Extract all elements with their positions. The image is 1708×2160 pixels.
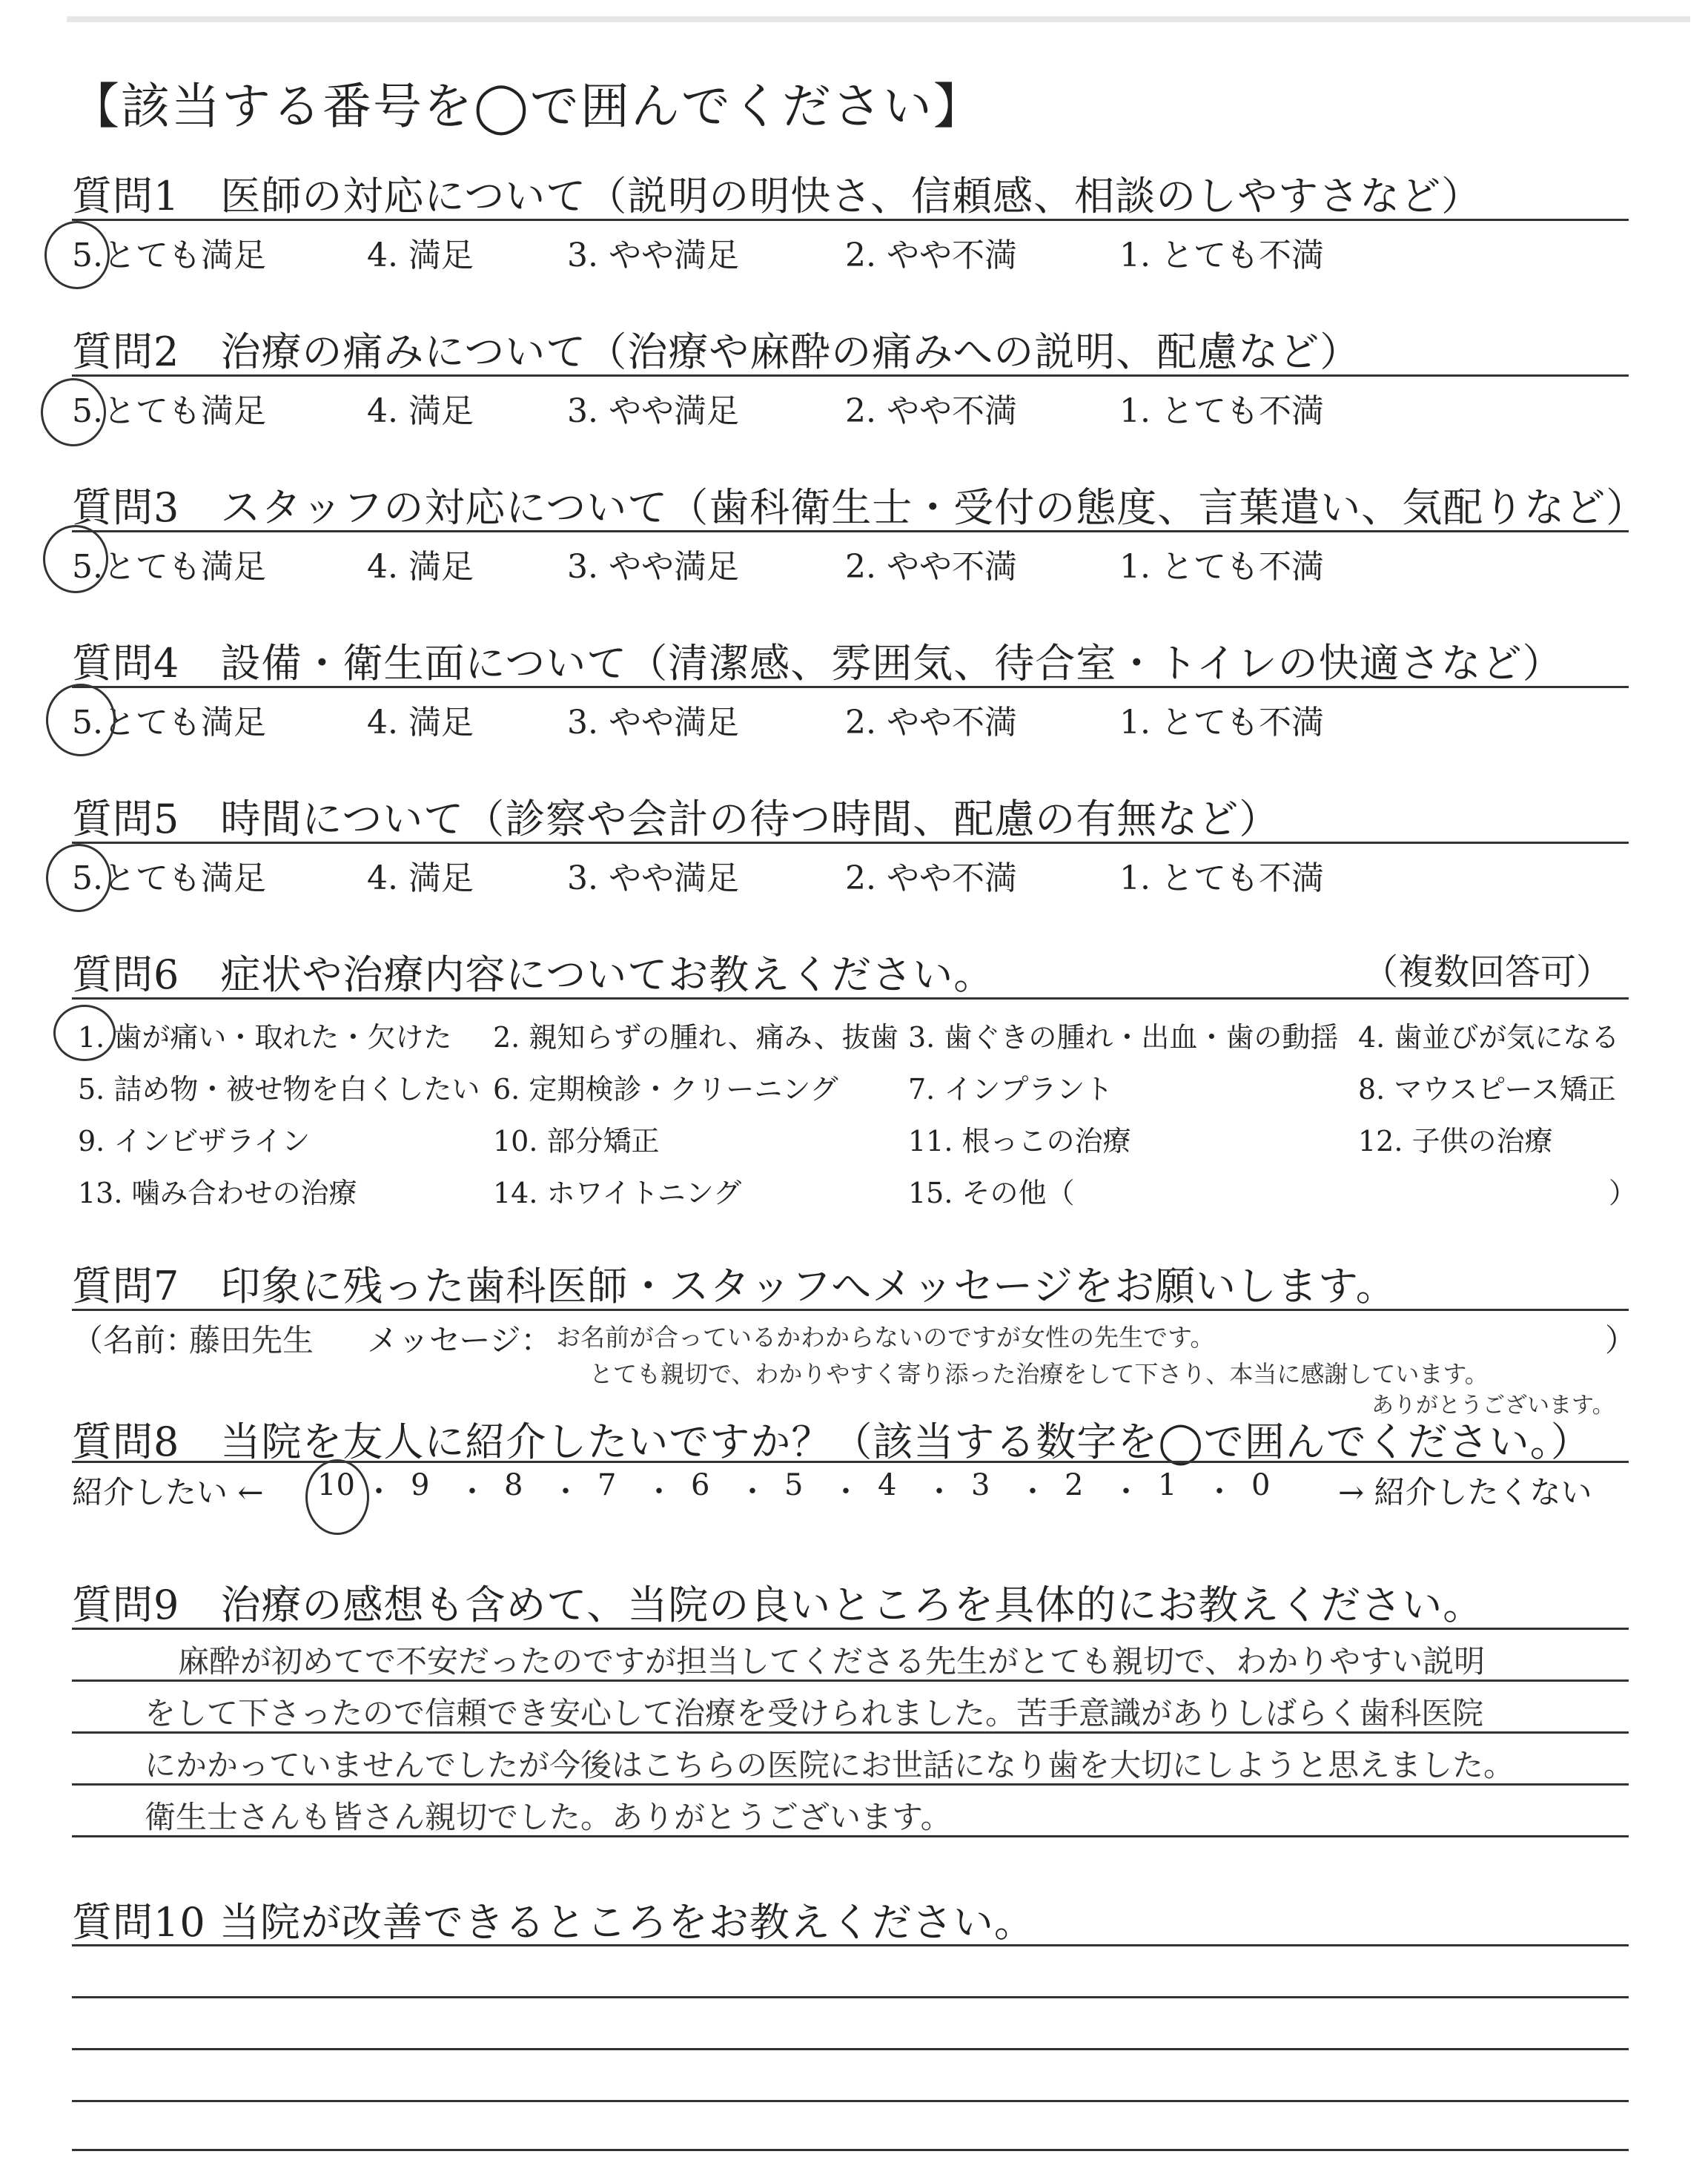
q1-selection-circle (44, 221, 110, 289)
q8-right-label: → 紹介したくない (1338, 1474, 1592, 1510)
q8-scale-separator: ・ (924, 1475, 954, 1509)
q8-scale-separator: ・ (831, 1475, 861, 1509)
q8-scale-separator: ・ (1111, 1475, 1141, 1509)
q1-option-1[interactable]: 1. とても不満 (1119, 237, 1324, 274)
q5-option-1[interactable]: 1. とても不満 (1119, 859, 1324, 897)
q9-rule-0 (72, 1628, 1629, 1630)
question-6-title: 質問6 症状や治療内容についてお教えください。 (72, 951, 995, 998)
q8-scale-separator: ・ (1018, 1475, 1047, 1509)
q10-rule-4 (72, 2149, 1629, 2151)
q8-scale-value-5[interactable]: 5 (784, 1468, 804, 1502)
q6-option-7[interactable]: 7. インプラント (908, 1073, 1113, 1106)
q8-scale-value-7[interactable]: 7 (598, 1468, 617, 1502)
q8-scale-separator: ・ (644, 1475, 674, 1509)
q5-option-3[interactable]: 3. やや満足 (567, 859, 739, 897)
q7-name-value[interactable]: 藤田先生 (189, 1322, 314, 1358)
q8-scale-separator: ・ (364, 1475, 394, 1509)
q7-name-label: （名前： (72, 1322, 197, 1358)
question-4-title: 質問4 設備・衛生面について（清潔感、雰囲気、待合室・トイレの快適さなど） (72, 640, 1563, 687)
q7-close-paren: ） (1605, 1322, 1637, 1358)
q2-option-5[interactable]: 5.とても満足 (72, 392, 266, 430)
q6-option-12[interactable]: 12. 子供の治療 (1358, 1125, 1553, 1157)
q8-scale-value-8[interactable]: 8 (504, 1468, 523, 1502)
question-3-title: 質問3 スタッフの対応について（歯科衛生士・受付の態度、言葉遣い、気配りなど） (72, 484, 1647, 531)
q5-selection-circle (46, 844, 111, 912)
q3-option-4[interactable]: 4. 満足 (367, 548, 474, 586)
q6-option-2[interactable]: 2. 親知らずの腫れ、痛み、抜歯 (493, 1021, 898, 1054)
q10-rule-0 (72, 1944, 1629, 1946)
q8-selection-circle (305, 1459, 369, 1535)
q3-selection-circle (43, 525, 108, 593)
q5-option-4[interactable]: 4. 満足 (367, 859, 474, 897)
q3-option-3[interactable]: 3. やや満足 (567, 548, 739, 586)
q9-answer-line-4[interactable]: 衛生士さんも皆さん親切でした。ありがとうございます。 (145, 1799, 952, 1835)
q8-scale-value-6[interactable]: 6 (691, 1468, 710, 1502)
q2-selection-circle (41, 378, 106, 446)
q6-option-15[interactable]: 15. その他（ (908, 1177, 1075, 1209)
q6-option-1[interactable]: 1. 歯が痛い・取れた・欠けた (78, 1021, 452, 1054)
q1-option-5[interactable]: 5.とても満足 (72, 237, 266, 274)
q6-option-9[interactable]: 9. インビザライン (78, 1125, 311, 1157)
question-6-rule (72, 997, 1629, 1000)
q7-message-line-2[interactable]: とても親切で、わかりやすく寄り添った治療をして下さり、本当に感謝しています。 (589, 1360, 1489, 1388)
q3-option-1[interactable]: 1. とても不満 (1119, 548, 1324, 586)
q6-option-4[interactable]: 4. 歯並びが気になる (1358, 1021, 1620, 1054)
question-6-note: （複数回答可） (1363, 951, 1612, 993)
question-10-title: 質問10 当院が改善できるところをお教えください。 (72, 1899, 1035, 1946)
question-8-rule (72, 1461, 1629, 1463)
q6-option-13[interactable]: 13. 噛み合わせの治療 (78, 1177, 357, 1209)
question-5-rule (72, 842, 1629, 844)
q1-option-4[interactable]: 4. 満足 (367, 237, 474, 274)
q8-scale-value-4[interactable]: 4 (878, 1468, 897, 1502)
question-5-title: 質問5 時間について（診察や会計の待つ時間、配慮の有無など） (72, 796, 1280, 842)
q8-scale-value-2[interactable]: 2 (1065, 1468, 1084, 1502)
q9-answer-line-3[interactable]: にかかっていませんでしたが今後はこちらの医院にお世話になり歯を大切にしようと思えました。 (145, 1747, 1515, 1783)
q4-option-4[interactable]: 4. 満足 (367, 704, 474, 742)
q6-option-11[interactable]: 11. 根っこの治療 (908, 1125, 1131, 1157)
q5-option-2[interactable]: 2. やや不満 (845, 859, 1017, 897)
q2-option-3[interactable]: 3. やや満足 (567, 392, 739, 430)
question-4-rule (72, 686, 1629, 688)
form-heading: 【該当する番号を◯で囲んでください】 (70, 78, 984, 135)
question-1-title: 質問1 医師の対応について（説明の明快さ、信頼感、相談のしやすさなど） (72, 173, 1483, 219)
q3-option-2[interactable]: 2. やや不満 (845, 548, 1017, 586)
question-8-title: 質問8 当院を友人に紹介したいですか？（該当する数字を◯で囲んでください。） (72, 1418, 1592, 1465)
q10-rule-1 (72, 1996, 1629, 1998)
top-scan-edge (67, 16, 1690, 22)
q8-scale-separator: ・ (738, 1475, 767, 1509)
question-3-rule (72, 530, 1629, 532)
q8-scale-value-9[interactable]: 9 (411, 1468, 430, 1502)
q9-answer-line-2[interactable]: をして下さったので信頼でき安心して治療を受けられました。苦手意識がありしばらく歯科医院 (145, 1695, 1484, 1731)
q6-selection-circle (53, 1005, 116, 1061)
q6-option-14[interactable]: 14. ホワイトニング (493, 1177, 742, 1209)
q7-message-line-1[interactable]: お名前が合っているかわからないのですが女性の先生です。 (556, 1323, 1215, 1352)
q8-scale-value-0[interactable]: 0 (1251, 1468, 1271, 1502)
q1-option-3[interactable]: 3. やや満足 (567, 237, 739, 274)
question-7-title: 質問7 印象に残った歯科医師・スタッフへメッセージをお願いします。 (72, 1263, 1397, 1309)
question-9-title: 質問9 治療の感想も含めて、当院の良いところを具体的にお教えください。 (72, 1582, 1484, 1628)
q1-option-2[interactable]: 2. やや不満 (845, 237, 1017, 274)
question-1-rule (72, 219, 1629, 221)
q4-option-2[interactable]: 2. やや不満 (845, 704, 1017, 742)
q8-scale-value-10[interactable]: 10 (317, 1468, 355, 1502)
q8-scale-value-3[interactable]: 3 (971, 1468, 990, 1502)
q4-selection-circle (46, 684, 116, 756)
q8-scale-value-1[interactable]: 1 (1158, 1468, 1177, 1502)
q6-option-8[interactable]: 8. マウスピース矯正 (1358, 1073, 1616, 1106)
q4-option-5[interactable]: 5.とても満足 (72, 704, 266, 742)
q9-answer-line-1[interactable]: 麻酔が初めてで不安だったのですが担当してくださる先生がとても親切で、わかりやすい説明 (178, 1643, 1486, 1680)
q5-option-5[interactable]: 5.とても満足 (72, 859, 266, 897)
q6-option-10[interactable]: 10. 部分矯正 (493, 1125, 660, 1157)
q10-rule-2 (72, 2048, 1629, 2050)
q4-option-1[interactable]: 1. とても不満 (1119, 704, 1324, 742)
q6-option-5[interactable]: 5. 詰め物・被せ物を白くしたい (78, 1073, 480, 1106)
q2-option-2[interactable]: 2. やや不満 (845, 392, 1017, 430)
q8-scale-separator: ・ (1205, 1475, 1234, 1509)
q7-message-line-3[interactable]: ありがとうございます。 (1371, 1393, 1615, 1418)
question-7-rule (72, 1309, 1629, 1311)
q4-option-3[interactable]: 3. やや満足 (567, 704, 739, 742)
q8-scale-separator: ・ (551, 1475, 580, 1509)
q6-option-3[interactable]: 3. 歯ぐきの腫れ・出血・歯の動揺 (908, 1021, 1339, 1054)
q8-scale-separator: ・ (457, 1475, 487, 1509)
q10-rule-3 (72, 2100, 1629, 2102)
q2-option-4[interactable]: 4. 満足 (367, 392, 474, 430)
q7-message-label: メッセージ： (367, 1322, 552, 1358)
q2-option-1[interactable]: 1. とても不満 (1119, 392, 1324, 430)
q3-option-5[interactable]: 5.とても満足 (72, 548, 266, 586)
question-2-title: 質問2 治療の痛みについて（治療や麻酔の痛みへの説明、配慮など） (72, 328, 1361, 375)
question-2-rule (72, 374, 1629, 377)
q6-option-15-close: ） (1609, 1177, 1638, 1209)
q8-left-label: 紹介したい ← (72, 1474, 264, 1510)
q6-option-6[interactable]: 6. 定期検診・クリーニング (493, 1073, 838, 1106)
